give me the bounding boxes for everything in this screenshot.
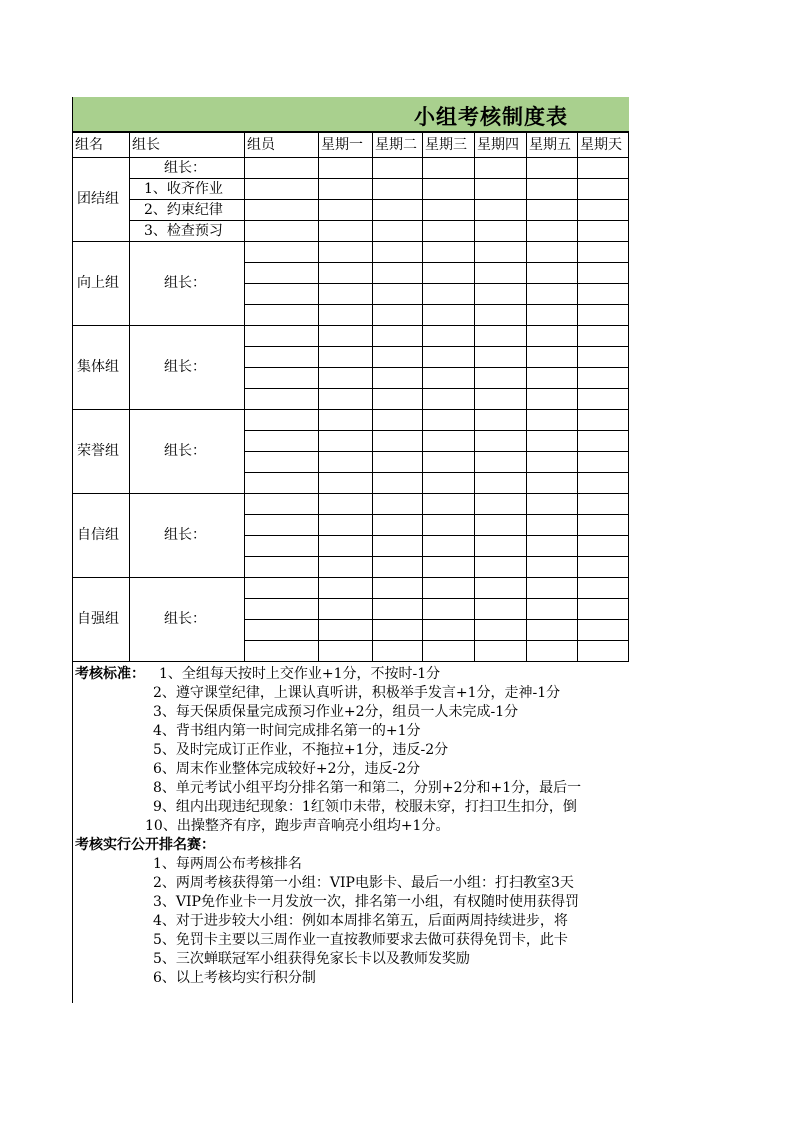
score-cell[interactable] xyxy=(423,557,474,577)
leader-duty: 组长： xyxy=(164,160,206,176)
standards-item: 1、全组每天按时上交作业+1分，不按时-1分 xyxy=(159,666,441,682)
score-cell[interactable] xyxy=(423,641,474,661)
ranking-item: 5、免罚卡主要以三周作业一直按教师要求去做可获得免罚卡，此卡 xyxy=(153,932,568,948)
score-cell[interactable] xyxy=(423,305,474,325)
score-cell[interactable] xyxy=(475,599,526,619)
score-cell[interactable] xyxy=(423,389,474,409)
title-bar xyxy=(72,97,629,132)
score-cell[interactable] xyxy=(373,578,422,598)
score-cell[interactable] xyxy=(475,578,526,598)
member-cell[interactable] xyxy=(245,368,318,388)
score-cell[interactable] xyxy=(527,494,577,514)
score-cell[interactable] xyxy=(373,473,422,493)
grid-line xyxy=(72,661,629,662)
score-cell[interactable] xyxy=(527,515,577,535)
score-cell[interactable] xyxy=(527,431,577,451)
score-cell[interactable] xyxy=(475,620,526,640)
score-cell[interactable] xyxy=(475,473,526,493)
score-cell[interactable] xyxy=(319,389,372,409)
score-cell[interactable] xyxy=(423,347,474,367)
standards-item: 8、单元考试小组平均分排名第一和第二，分别+2分和+1分，最后一 xyxy=(153,780,582,796)
member-cell[interactable] xyxy=(245,515,318,535)
member-cell[interactable] xyxy=(245,431,318,451)
score-cell[interactable] xyxy=(527,326,577,346)
score-cell[interactable] xyxy=(527,557,577,577)
score-cell[interactable] xyxy=(373,158,422,178)
group-name: 荣誉组 xyxy=(77,443,119,459)
score-cell[interactable] xyxy=(578,347,629,367)
score-cell[interactable] xyxy=(527,200,577,220)
score-cell[interactable] xyxy=(373,452,422,472)
score-cell[interactable] xyxy=(475,326,526,346)
column-header: 星期三 xyxy=(425,137,467,153)
score-cell[interactable] xyxy=(319,431,372,451)
score-cell[interactable] xyxy=(578,431,629,451)
member-cell[interactable] xyxy=(245,557,318,577)
score-cell[interactable] xyxy=(423,221,474,241)
score-cell[interactable] xyxy=(423,536,474,556)
member-cell[interactable] xyxy=(245,221,318,241)
score-cell[interactable] xyxy=(475,494,526,514)
score-cell[interactable] xyxy=(578,641,629,661)
column-header: 星期天 xyxy=(580,137,622,153)
standards-item: 6、周末作业整体完成较好+2分，违反-2分 xyxy=(153,761,421,777)
score-cell[interactable] xyxy=(527,242,577,262)
member-cell[interactable] xyxy=(245,200,318,220)
assessment-sheet xyxy=(72,97,629,1003)
score-cell[interactable] xyxy=(475,557,526,577)
score-cell[interactable] xyxy=(475,431,526,451)
score-cell[interactable] xyxy=(527,263,577,283)
score-cell[interactable] xyxy=(319,284,372,304)
score-cell[interactable] xyxy=(319,515,372,535)
score-cell[interactable] xyxy=(578,410,629,430)
score-cell[interactable] xyxy=(578,557,629,577)
column-header: 星期五 xyxy=(529,137,571,153)
score-cell[interactable] xyxy=(475,641,526,661)
member-cell[interactable] xyxy=(245,347,318,367)
score-cell[interactable] xyxy=(373,305,422,325)
score-cell[interactable] xyxy=(475,158,526,178)
group-name: 团结组 xyxy=(77,191,119,207)
score-cell[interactable] xyxy=(319,641,372,661)
member-cell[interactable] xyxy=(245,410,318,430)
score-cell[interactable] xyxy=(319,242,372,262)
group-name: 自强组 xyxy=(77,611,119,627)
ranking-item: 5、三次蝉联冠军小组获得免家长卡以及教师发奖励 xyxy=(153,951,470,967)
score-cell[interactable] xyxy=(475,284,526,304)
member-cell[interactable] xyxy=(245,179,318,199)
leader-label: 组长： xyxy=(164,443,206,459)
score-cell[interactable] xyxy=(319,200,372,220)
column-header: 星期二 xyxy=(375,137,417,153)
score-cell[interactable] xyxy=(373,494,422,514)
sheet-left-border xyxy=(72,97,73,1003)
standards-item: 9、组内出现违纪现象：1红领巾未带，校服未穿，打扫卫生扣分，倒 xyxy=(153,799,577,815)
member-cell[interactable] xyxy=(245,326,318,346)
member-cell[interactable] xyxy=(245,641,318,661)
score-cell[interactable] xyxy=(578,494,629,514)
score-cell[interactable] xyxy=(475,200,526,220)
score-cell[interactable] xyxy=(319,578,372,598)
standards-label: 考核标准： xyxy=(75,666,145,682)
score-cell[interactable] xyxy=(578,221,629,241)
score-cell[interactable] xyxy=(373,641,422,661)
score-cell[interactable] xyxy=(319,494,372,514)
score-cell[interactable] xyxy=(527,221,577,241)
score-cell[interactable] xyxy=(475,263,526,283)
leader-label: 组长： xyxy=(164,527,206,543)
score-cell[interactable] xyxy=(423,473,474,493)
score-cell[interactable] xyxy=(423,326,474,346)
score-cell[interactable] xyxy=(373,368,422,388)
member-cell[interactable] xyxy=(245,452,318,472)
score-cell[interactable] xyxy=(578,578,629,598)
score-cell[interactable] xyxy=(578,389,629,409)
score-cell[interactable] xyxy=(527,578,577,598)
score-cell[interactable] xyxy=(319,599,372,619)
score-cell[interactable] xyxy=(373,284,422,304)
member-cell[interactable] xyxy=(245,389,318,409)
score-cell[interactable] xyxy=(319,326,372,346)
score-cell[interactable] xyxy=(319,452,372,472)
score-cell[interactable] xyxy=(475,221,526,241)
score-cell[interactable] xyxy=(319,410,372,430)
score-cell[interactable] xyxy=(527,305,577,325)
score-cell[interactable] xyxy=(475,389,526,409)
score-cell[interactable] xyxy=(527,389,577,409)
score-cell[interactable] xyxy=(578,536,629,556)
score-cell[interactable] xyxy=(527,410,577,430)
score-cell[interactable] xyxy=(527,641,577,661)
score-cell[interactable] xyxy=(578,473,629,493)
score-cell[interactable] xyxy=(373,410,422,430)
column-header: 组员 xyxy=(247,137,275,153)
score-cell[interactable] xyxy=(475,242,526,262)
score-cell[interactable] xyxy=(578,305,629,325)
score-cell[interactable] xyxy=(527,473,577,493)
member-cell[interactable] xyxy=(245,599,318,619)
ranking-item: 4、对于进步较大小组：例如本周排名第五，后面两周持续进步，将 xyxy=(153,913,568,929)
score-cell[interactable] xyxy=(475,347,526,367)
score-cell[interactable] xyxy=(423,578,474,598)
score-cell[interactable] xyxy=(319,536,372,556)
score-cell[interactable] xyxy=(319,620,372,640)
score-cell[interactable] xyxy=(578,452,629,472)
score-cell[interactable] xyxy=(423,200,474,220)
score-cell[interactable] xyxy=(373,536,422,556)
group-name: 集体组 xyxy=(77,359,119,375)
score-cell[interactable] xyxy=(423,284,474,304)
score-cell[interactable] xyxy=(475,536,526,556)
score-cell[interactable] xyxy=(578,368,629,388)
score-cell[interactable] xyxy=(475,368,526,388)
score-cell[interactable] xyxy=(527,284,577,304)
score-cell[interactable] xyxy=(423,515,474,535)
member-cell[interactable] xyxy=(245,494,318,514)
member-cell[interactable] xyxy=(245,578,318,598)
member-cell[interactable] xyxy=(245,242,318,262)
column-header: 组长 xyxy=(132,137,160,153)
member-cell[interactable] xyxy=(245,305,318,325)
column-header: 星期一 xyxy=(321,137,363,153)
score-cell[interactable] xyxy=(423,599,474,619)
member-cell[interactable] xyxy=(245,473,318,493)
column-header: 组名 xyxy=(75,137,103,153)
score-cell[interactable] xyxy=(373,347,422,367)
score-cell[interactable] xyxy=(527,368,577,388)
standards-item: 5、及时完成订正作业，不拖拉+1分，违反-2分 xyxy=(153,742,449,758)
score-cell[interactable] xyxy=(475,179,526,199)
ranking-item: 2、两周考核获得第一小组：VIP电影卡、最后一小组：打扫教室3天 xyxy=(153,875,574,891)
score-cell[interactable] xyxy=(423,368,474,388)
leader-label: 组长： xyxy=(164,611,206,627)
score-cell[interactable] xyxy=(578,620,629,640)
leader-label: 组长： xyxy=(164,275,206,291)
member-cell[interactable] xyxy=(245,536,318,556)
grid-line xyxy=(129,132,130,662)
score-cell[interactable] xyxy=(475,410,526,430)
score-cell[interactable] xyxy=(475,452,526,472)
score-cell[interactable] xyxy=(578,515,629,535)
score-cell[interactable] xyxy=(373,557,422,577)
score-cell[interactable] xyxy=(578,263,629,283)
score-cell[interactable] xyxy=(578,599,629,619)
score-cell[interactable] xyxy=(319,368,372,388)
score-cell[interactable] xyxy=(319,179,372,199)
score-cell[interactable] xyxy=(319,473,372,493)
score-cell[interactable] xyxy=(319,347,372,367)
score-cell[interactable] xyxy=(373,326,422,346)
ranking-item: 3、VIP免作业卡一月发放一次，排名第一小组，有权随时使用获得罚 xyxy=(153,894,579,910)
grid-line xyxy=(72,132,629,133)
score-cell[interactable] xyxy=(373,389,422,409)
score-cell[interactable] xyxy=(527,536,577,556)
score-cell[interactable] xyxy=(423,263,474,283)
score-cell[interactable] xyxy=(373,200,422,220)
ranking-item: 1、每两周公布考核排名 xyxy=(153,856,302,872)
score-cell[interactable] xyxy=(578,158,629,178)
score-cell[interactable] xyxy=(423,158,474,178)
score-cell[interactable] xyxy=(373,599,422,619)
score-cell[interactable] xyxy=(578,179,629,199)
leader-duty: 2、约束纪律 xyxy=(144,202,223,218)
score-cell[interactable] xyxy=(373,263,422,283)
score-cell[interactable] xyxy=(319,305,372,325)
ranking-label: 考核实行公开排名赛： xyxy=(75,837,215,853)
member-cell[interactable] xyxy=(245,263,318,283)
score-cell[interactable] xyxy=(373,431,422,451)
score-cell[interactable] xyxy=(373,179,422,199)
member-cell[interactable] xyxy=(245,158,318,178)
score-cell[interactable] xyxy=(527,620,577,640)
leader-duty: 1、收齐作业 xyxy=(144,181,223,197)
score-cell[interactable] xyxy=(373,515,422,535)
standards-item: 10、出操整齐有序，跑步声音响亮小组均+1分。 xyxy=(145,818,450,834)
score-cell[interactable] xyxy=(319,263,372,283)
member-cell[interactable] xyxy=(245,284,318,304)
score-cell[interactable] xyxy=(527,347,577,367)
score-cell[interactable] xyxy=(423,494,474,514)
standards-item: 3、每天保质保量完成预习作业+2分，组员一人未完成-1分 xyxy=(153,704,519,720)
score-cell[interactable] xyxy=(423,410,474,430)
score-cell[interactable] xyxy=(423,452,474,472)
leader-duty: 3、检查预习 xyxy=(144,223,223,239)
score-cell[interactable] xyxy=(527,452,577,472)
score-cell[interactable] xyxy=(475,515,526,535)
group-name: 向上组 xyxy=(77,275,119,291)
ranking-item: 6、以上考核均实行积分制 xyxy=(153,970,316,986)
standards-item: 2、遵守课堂纪律，上课认真听讲，积极举手发言+1分，走神-1分 xyxy=(153,685,561,701)
page-title: 小组考核制度表 xyxy=(414,105,568,129)
score-cell[interactable] xyxy=(578,200,629,220)
score-cell[interactable] xyxy=(475,305,526,325)
score-cell[interactable] xyxy=(423,431,474,451)
score-cell[interactable] xyxy=(319,557,372,577)
score-cell[interactable] xyxy=(423,242,474,262)
score-cell[interactable] xyxy=(423,179,474,199)
score-cell[interactable] xyxy=(527,599,577,619)
score-cell[interactable] xyxy=(578,326,629,346)
score-cell[interactable] xyxy=(319,221,372,241)
score-cell[interactable] xyxy=(578,242,629,262)
score-cell[interactable] xyxy=(527,179,577,199)
score-cell[interactable] xyxy=(527,158,577,178)
standards-item: 4、背书组内第一时间完成排名第一的+1分 xyxy=(153,723,421,739)
member-cell[interactable] xyxy=(245,620,318,640)
score-cell[interactable] xyxy=(373,221,422,241)
score-cell[interactable] xyxy=(423,620,474,640)
group-name: 自信组 xyxy=(77,527,119,543)
score-cell[interactable] xyxy=(578,284,629,304)
score-cell[interactable] xyxy=(373,620,422,640)
score-cell[interactable] xyxy=(319,158,372,178)
column-header: 星期四 xyxy=(477,137,519,153)
leader-label: 组长： xyxy=(164,359,206,375)
score-cell[interactable] xyxy=(373,242,422,262)
